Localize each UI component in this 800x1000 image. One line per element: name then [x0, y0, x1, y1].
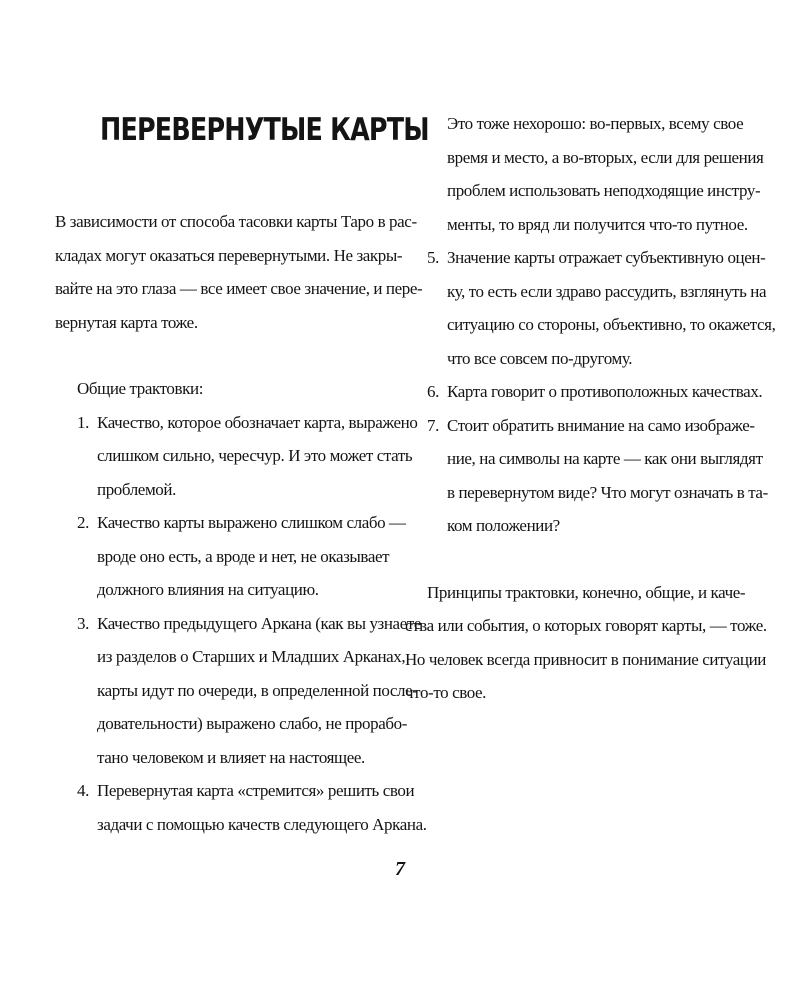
left-column	[55, 205, 427, 841]
text-line: проблемой.	[97, 479, 176, 499]
text-line: ние, на символы на карте — как они выглядят	[447, 449, 763, 468]
text-line: что-то свое.	[405, 683, 487, 702]
text-line: что все совсем по-другому.	[447, 348, 633, 368]
text-line: ком положении?	[447, 516, 560, 535]
text-line: слишком сильно, чересчур. И это может стать	[97, 446, 413, 465]
text-line: из разделов о Старших и Младших Арканах,	[97, 647, 406, 666]
text-line: Качество предыдущего Аркана (как вы узнаете	[97, 613, 422, 633]
text-line: вернутая карта тоже.	[55, 312, 198, 332]
list-item	[405, 409, 768, 543]
text-line: В зависимости от способа тасовки карты Таро в рас-	[55, 212, 417, 231]
text-line: задачи с помощью качеств следующего Аркана.	[97, 814, 427, 834]
list-item-continuation	[405, 107, 764, 241]
item-number: 6.	[427, 382, 439, 401]
item-number: 2.	[77, 513, 89, 532]
text-line: Стоит обратить внимание на само изображе-	[447, 415, 755, 435]
item-number: 3.	[77, 613, 89, 633]
text-line: вроде оно есть, а вроде и нет, не оказывает	[97, 546, 390, 566]
text-line: Качество карты выражено слишком слабо —	[97, 513, 406, 532]
list-item	[55, 607, 422, 775]
page-number: 7	[395, 858, 405, 880]
item-number: 1.	[77, 412, 89, 432]
text-line: Значение карты отражает субъективную оцен-	[447, 248, 766, 267]
text-line: ства или события, о которых говорят карты, — тоже.	[405, 616, 767, 635]
list-item	[405, 375, 763, 409]
text-line: ситуацию со стороны, объективно, то окажется,	[447, 315, 776, 334]
text-line: карты идут по очереди, в определенной после-	[97, 680, 418, 700]
item-number: 4.	[77, 781, 89, 800]
intro-paragraph	[55, 205, 423, 339]
text-line: Качество, которое обозначает карта, выражено	[97, 412, 418, 432]
text-line: Перевернутая карта «стремится» решить свои	[97, 781, 415, 800]
text-line: кладах могут оказаться перевернутыми. Не закры-	[55, 245, 403, 265]
text-line: довательности) выражено слабо, не прорабо-	[97, 714, 407, 733]
text-line: в перевернутом виде? Что могут означать в та-	[447, 482, 768, 502]
text-line: проблем использовать неподходящие инстру-	[447, 181, 761, 200]
text-line: ку, то есть если здраво рассудить, взглянуть на	[447, 281, 767, 301]
text-line: Но человек всегда привносит в понимание ситуации	[405, 649, 766, 669]
text-line: вайте на это глаза — все имеет свое значение, и пере-	[55, 279, 423, 298]
conclusion-paragraph	[405, 576, 767, 710]
text-line: Карта говорит о противоположных качествах.	[447, 382, 763, 401]
text-line: Это тоже нехорошо: во-первых, всему свое	[447, 114, 744, 133]
text-line: время и место, а во-вторых, если для решения	[447, 147, 764, 167]
text-line: менты, то вряд ли получится что-то путное.	[447, 214, 748, 234]
list-item	[55, 774, 427, 841]
item-number: 5.	[427, 248, 439, 267]
list-heading: Общие трактовки:	[77, 379, 204, 398]
text-line: должного влияния на ситуацию.	[97, 580, 319, 599]
page-title: ПЕРЕВЕРНУТЫЕ КАРТЫ	[100, 112, 429, 148]
list-item	[55, 506, 406, 607]
list-item	[405, 241, 776, 375]
item-number: 7.	[427, 415, 439, 435]
right-column	[405, 107, 776, 710]
list-item	[55, 406, 418, 507]
text-line: Принципы трактовки, конечно, общие, и каче-	[427, 582, 746, 602]
text-line: тано человеком и влияет на настоящее.	[97, 747, 365, 767]
